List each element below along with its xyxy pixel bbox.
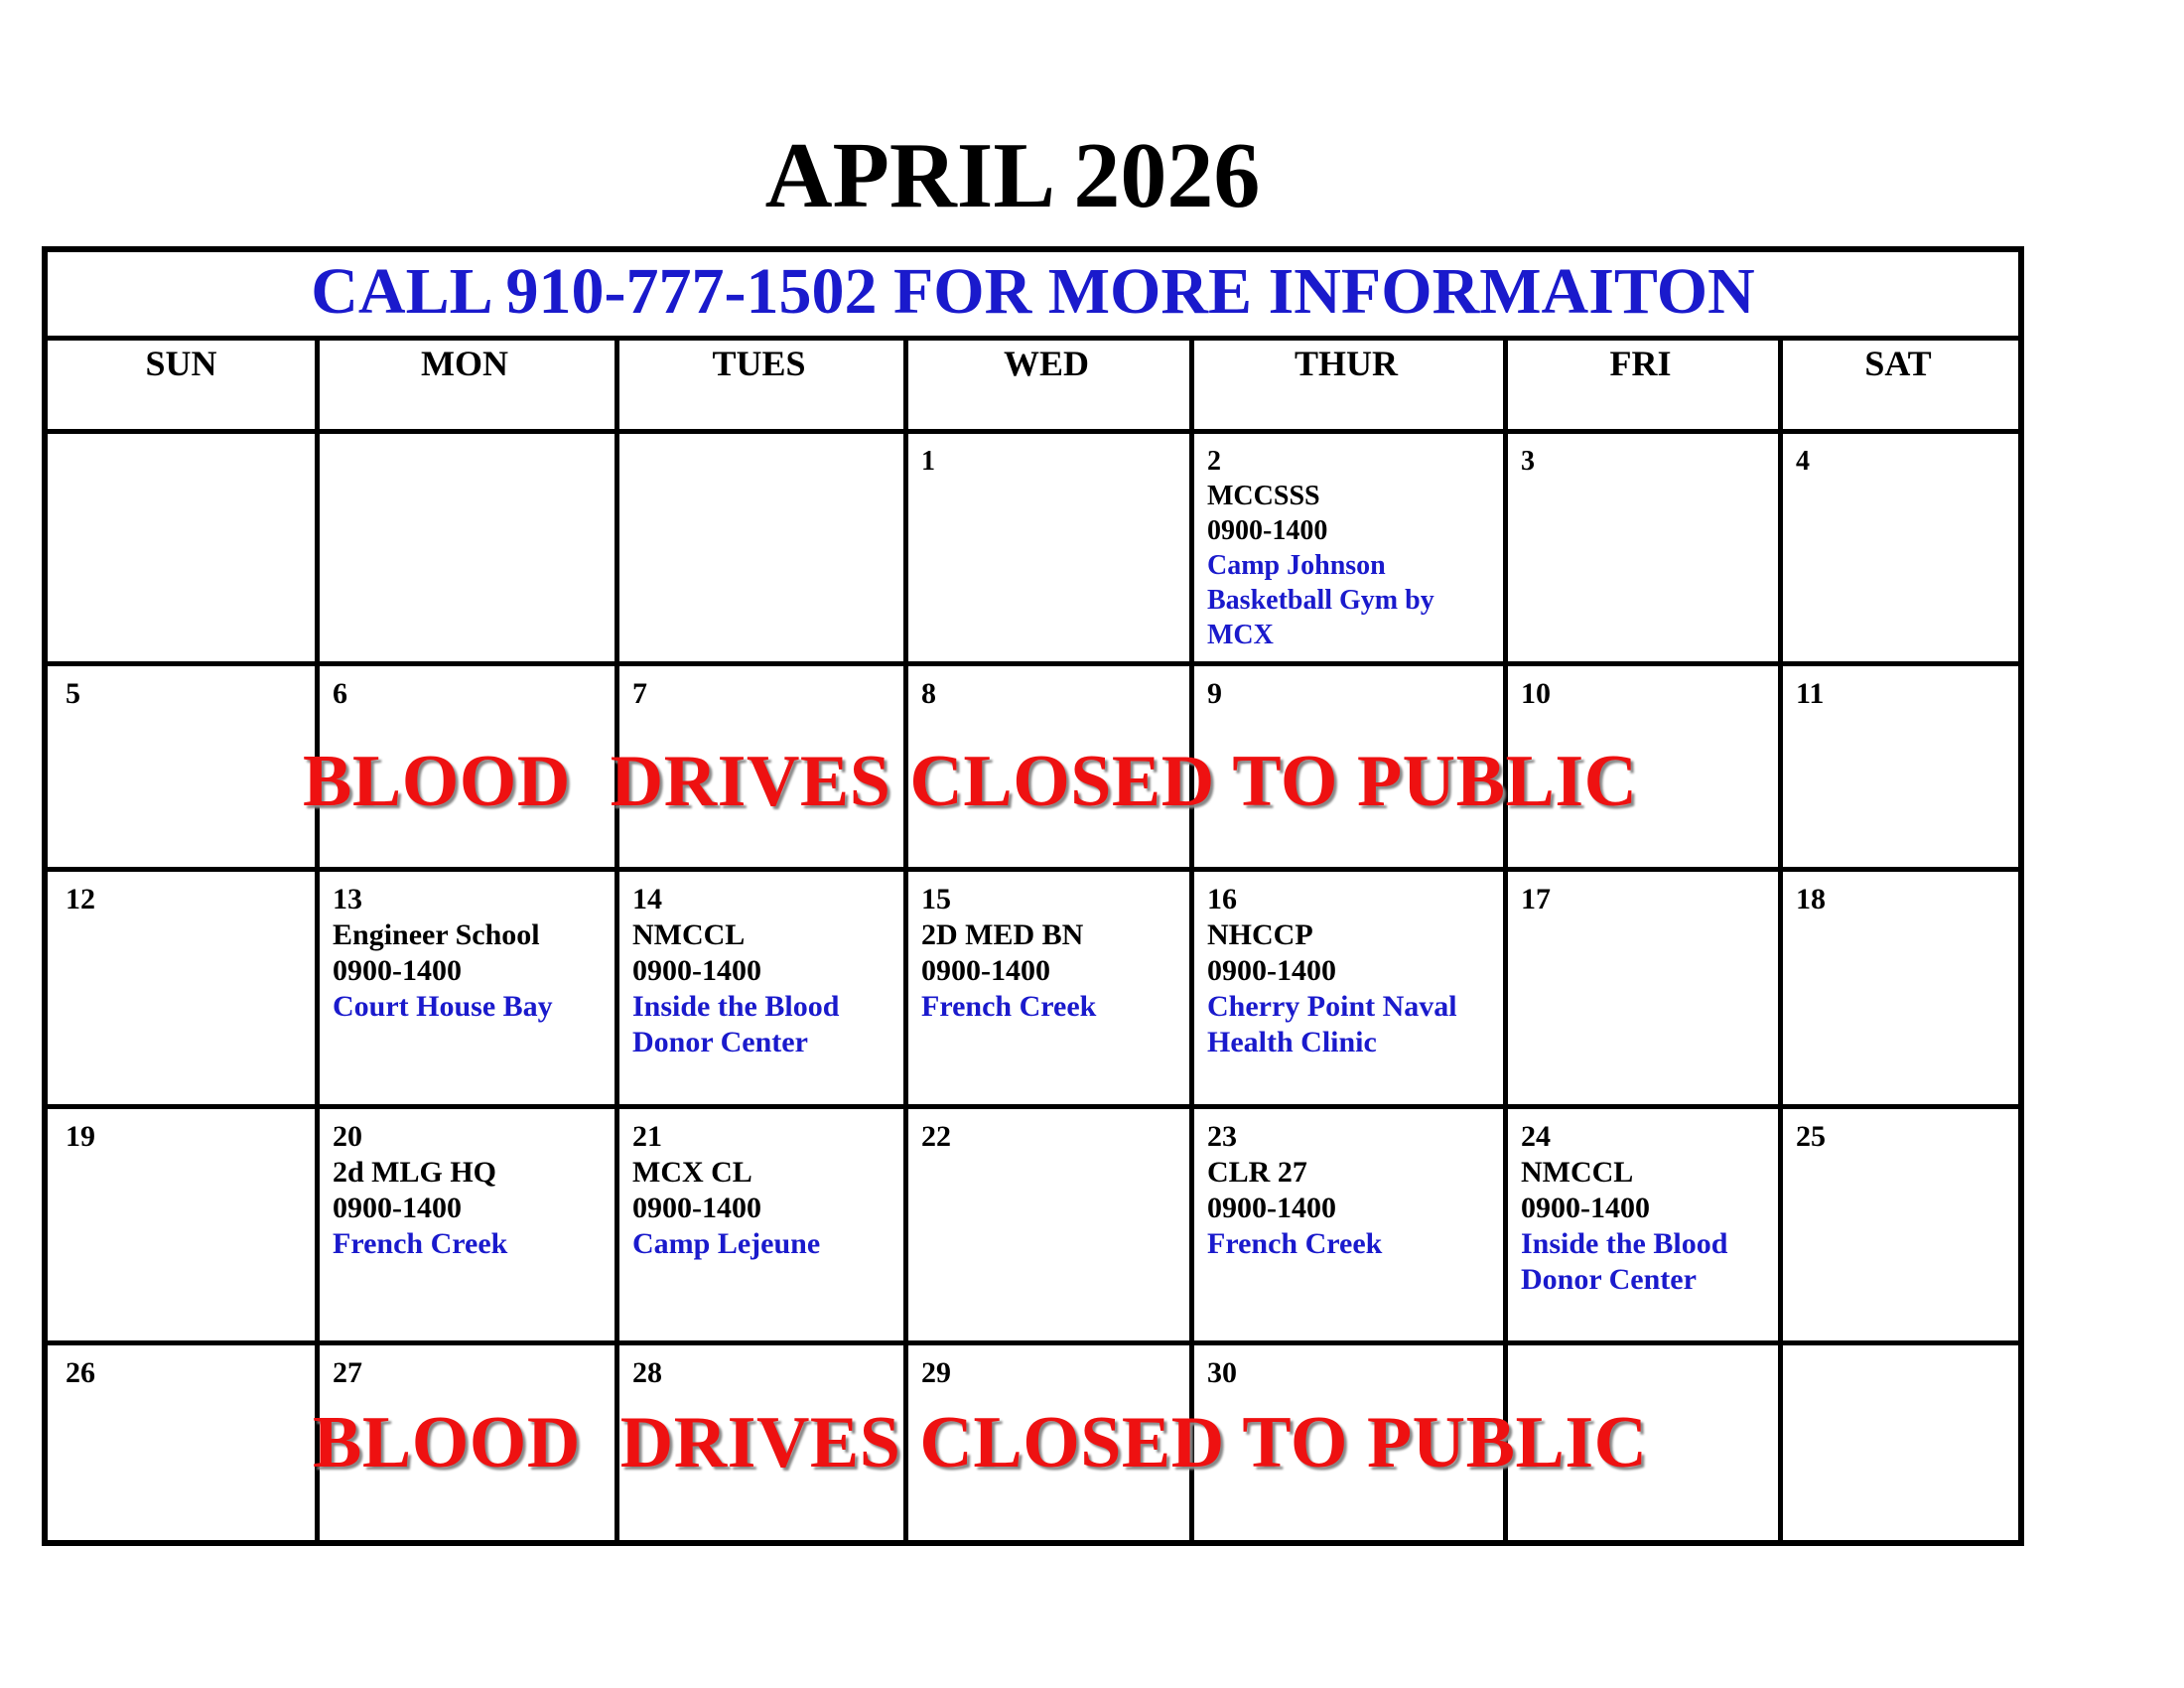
day-cell — [320, 434, 614, 661]
weekday-header: WED — [1003, 344, 1089, 383]
day-number: 4 — [1796, 446, 1810, 477]
event-location: Inside the Blood Donor Center — [632, 990, 840, 1058]
event-organization: 2d MLG HQ — [333, 1156, 497, 1189]
day-number: 16 — [1207, 883, 1237, 915]
day-cell — [1783, 1109, 2018, 1340]
weekday-header: MON — [421, 344, 508, 383]
day-cell — [619, 872, 903, 1104]
day-number: 29 — [921, 1356, 951, 1389]
day-number: 21 — [632, 1120, 662, 1153]
day-cell — [1783, 872, 2018, 1104]
day-cell — [53, 1345, 315, 1540]
event-organization: NMCCL — [1521, 1156, 1634, 1189]
day-number: 27 — [333, 1356, 362, 1389]
event-organization: 2D MED BN — [921, 918, 1084, 951]
day-cell — [1194, 872, 1503, 1104]
day-number: 19 — [66, 1120, 95, 1153]
day-number: 28 — [632, 1356, 662, 1389]
event-location: French Creek — [333, 1227, 508, 1260]
day-number: 15 — [921, 883, 951, 915]
day-number: 6 — [333, 677, 347, 710]
event-time: 0900-1400 — [1207, 515, 1328, 546]
day-number: 3 — [1521, 446, 1535, 477]
day-cell — [53, 872, 315, 1104]
day-number: 22 — [921, 1120, 951, 1153]
day-number: 8 — [921, 677, 936, 710]
day-cell — [1194, 434, 1503, 661]
event-location: Cherry Point Naval Health Clinic — [1207, 990, 1457, 1058]
day-number: 5 — [66, 677, 80, 710]
day-number: 17 — [1521, 883, 1551, 915]
event-time: 0900-1400 — [1207, 1192, 1336, 1224]
day-number: 13 — [333, 883, 362, 915]
day-number: 30 — [1207, 1356, 1237, 1389]
day-number: 24 — [1521, 1120, 1551, 1153]
closed-notice-word: BLOOD — [313, 1402, 581, 1483]
weekday-header: SAT — [1864, 344, 1932, 383]
event-location: Court House Bay — [333, 990, 553, 1023]
event-organization: NHCCP — [1207, 918, 1313, 951]
day-cell — [619, 1109, 903, 1340]
event-time: 0900-1400 — [333, 954, 462, 987]
event-organization: Engineer School — [333, 918, 540, 951]
page-title: APRIL 2026 — [764, 124, 1261, 227]
day-number: 23 — [1207, 1120, 1237, 1153]
day-cell — [1508, 1109, 1778, 1340]
event-organization: NMCCL — [632, 918, 746, 951]
day-cell — [1508, 872, 1778, 1104]
day-cell — [908, 434, 1189, 661]
event-location: Camp Johnson Basketball Gym by MCX — [1207, 550, 1434, 650]
event-location: Camp Lejeune — [632, 1227, 821, 1260]
day-number: 12 — [66, 883, 95, 915]
event-organization: CLR 27 — [1207, 1156, 1307, 1189]
closed-notice-week-2 — [303, 742, 1678, 821]
day-number: 18 — [1796, 883, 1826, 915]
day-cell — [1194, 1109, 1503, 1340]
day-cell — [1783, 1345, 2018, 1540]
event-time: 0900-1400 — [921, 954, 1050, 987]
weekday-header: THUR — [1294, 344, 1398, 383]
event-location: French Creek — [921, 990, 1097, 1023]
day-cell — [53, 1109, 315, 1340]
day-cell — [53, 666, 315, 867]
weekday-header: SUN — [145, 344, 217, 383]
day-cell — [1783, 666, 2018, 867]
day-number: 10 — [1521, 677, 1551, 710]
grid-row-divider — [48, 336, 2018, 341]
day-cell — [1508, 434, 1778, 661]
closed-notice-rest: DRIVES CLOSED TO PUBLIC — [619, 1402, 1648, 1483]
day-number: 11 — [1796, 677, 1825, 710]
event-time: 0900-1400 — [632, 954, 761, 987]
day-cell — [908, 1109, 1189, 1340]
day-number: 1 — [921, 446, 935, 477]
day-number: 9 — [1207, 677, 1222, 710]
day-cell — [619, 434, 903, 661]
closed-notice-word: BLOOD — [303, 741, 571, 822]
weekday-header: FRI — [1609, 344, 1672, 383]
info-banner: CALL 910-777-1502 FOR MORE INFORMAITON — [311, 255, 1755, 328]
day-number: 2 — [1207, 446, 1221, 477]
day-cell — [908, 872, 1189, 1104]
day-cell — [1783, 434, 2018, 661]
day-number: 14 — [632, 883, 662, 915]
day-cell — [320, 872, 614, 1104]
closed-notice-week-5 — [313, 1403, 1688, 1482]
closed-notice-rest: DRIVES CLOSED TO PUBLIC — [610, 741, 1638, 822]
event-location: Inside the Blood Donor Center — [1521, 1227, 1728, 1296]
event-organization: MCX CL — [632, 1156, 752, 1189]
day-number: 20 — [333, 1120, 362, 1153]
day-number: 25 — [1796, 1120, 1826, 1153]
day-number: 26 — [66, 1356, 95, 1389]
event-time: 0900-1400 — [1521, 1192, 1650, 1224]
weekday-header: TUES — [712, 344, 806, 383]
event-time: 0900-1400 — [333, 1192, 462, 1224]
event-organization: MCCSSS — [1207, 481, 1320, 511]
calendar-grid — [42, 246, 2024, 1546]
day-cell — [320, 1109, 614, 1340]
event-time: 0900-1400 — [632, 1192, 761, 1224]
event-time: 0900-1400 — [1207, 954, 1336, 987]
day-number: 7 — [632, 677, 647, 710]
event-location: French Creek — [1207, 1227, 1383, 1260]
day-cell — [53, 434, 315, 661]
